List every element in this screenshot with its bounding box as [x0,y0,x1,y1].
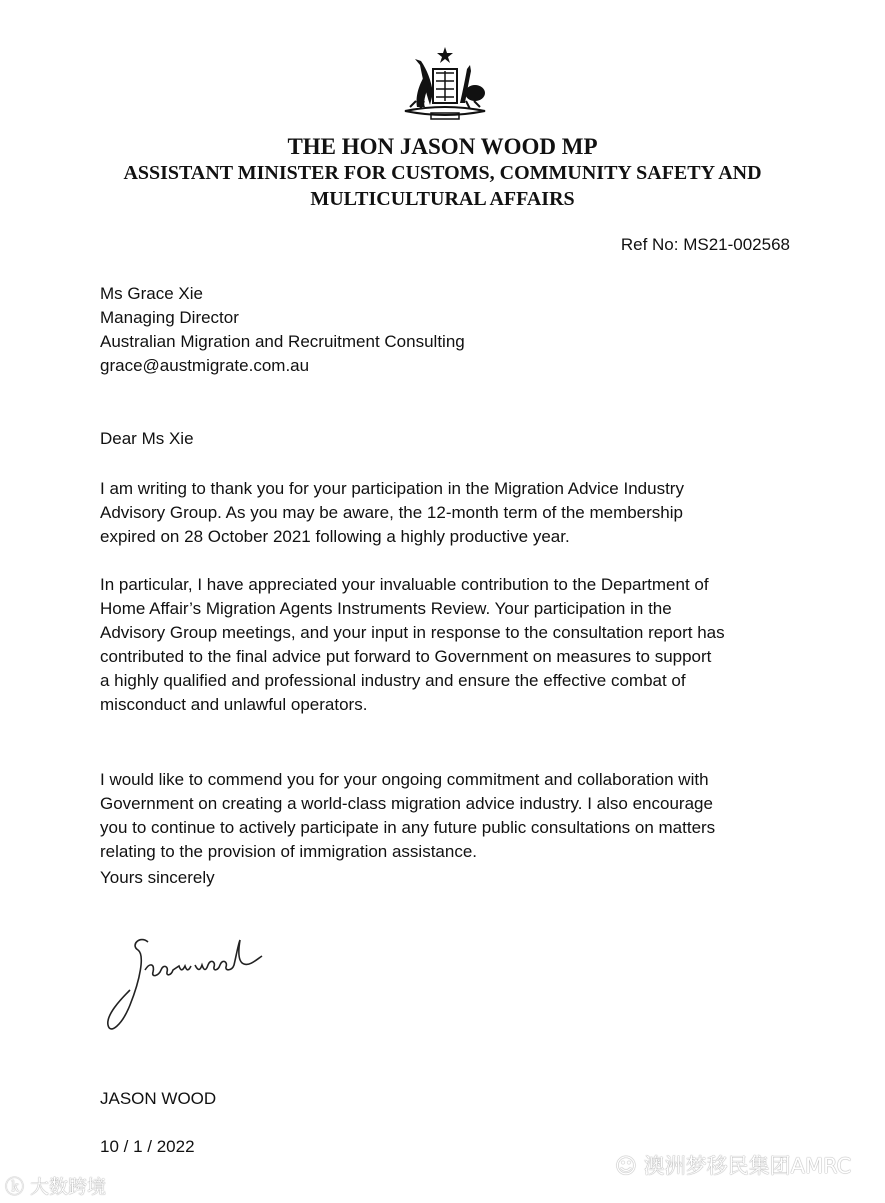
paragraph-line: I am writing to thank you for your participation in the Migration Advice Industry [100,479,684,498]
recipient-title: Managing Director [100,308,239,327]
recipient-company: Australian Migration and Recruitment Consulting [100,332,465,351]
watermark-right-text: 澳洲梦移民集团AMRC [643,1154,852,1178]
coat-of-arms-icon [395,45,495,130]
wechat-icon: ☺ [615,1154,644,1178]
paragraph-1 [100,477,684,549]
paragraph-2 [100,573,725,717]
signatory-name: JASON WOOD [100,1089,217,1108]
paragraph-line: Advisory Group meetings, and your input in response to the consultation report has [100,623,725,642]
minister-title-line: MULTICULTURAL AFFAIRS [310,188,575,210]
paragraph-line: Advisory Group. As you may be aware, the 12-month term of the membership [100,503,683,522]
signature [100,930,280,1035]
recipient-name: Ms Grace Xie [100,284,203,303]
paragraph-line: a highly qualified and professional industry and ensure the effective combat of [100,671,686,690]
paragraph-line: Home Affair’s Migration Agents Instruments Review. Your participation in the [100,599,672,618]
paragraph-line: expired on 28 October 2021 following a highly productive year. [100,527,570,546]
salutation: Dear Ms Xie [100,429,194,448]
watermark-right [615,1150,851,1180]
closing: Yours sincerely [100,868,215,887]
letter-date: 10 / 1 / 2022 [100,1137,195,1156]
recipient-email: grace@austmigrate.com.au [100,356,310,375]
watermark-logo-icon: ⓚ [5,1176,31,1198]
paragraph-line: relating to the provision of immigration assistance. [100,842,478,861]
recipient-address [100,282,465,378]
paragraph-line: you to continue to actively participate in any future public consultations on matters [100,818,716,837]
minister-title [0,160,885,212]
paragraph-line: misconduct and unlawful operators. [100,695,368,714]
watermark-left [5,1172,106,1199]
paragraph-3 [100,768,715,864]
paragraph-line: Government on creating a world-class migration advice industry. I also encourage [100,794,713,813]
paragraph-line: I would like to commend you for your ongoing commitment and collaboration with [100,770,709,789]
minister-name: THE HON JASON WOOD MP [287,134,598,159]
watermark-left-text: 大数跨境 [30,1176,107,1198]
reference-number: Ref No: MS21-002568 [620,235,790,254]
minister-title-line: ASSISTANT MINISTER FOR CUSTOMS, COMMUNITY SAFETY AND [123,162,762,184]
paragraph-line: contributed to the final advice put forward to Government on measures to support [100,647,712,666]
paragraph-line: In particular, I have appreciated your invaluable contribution to the Department of [100,575,709,594]
